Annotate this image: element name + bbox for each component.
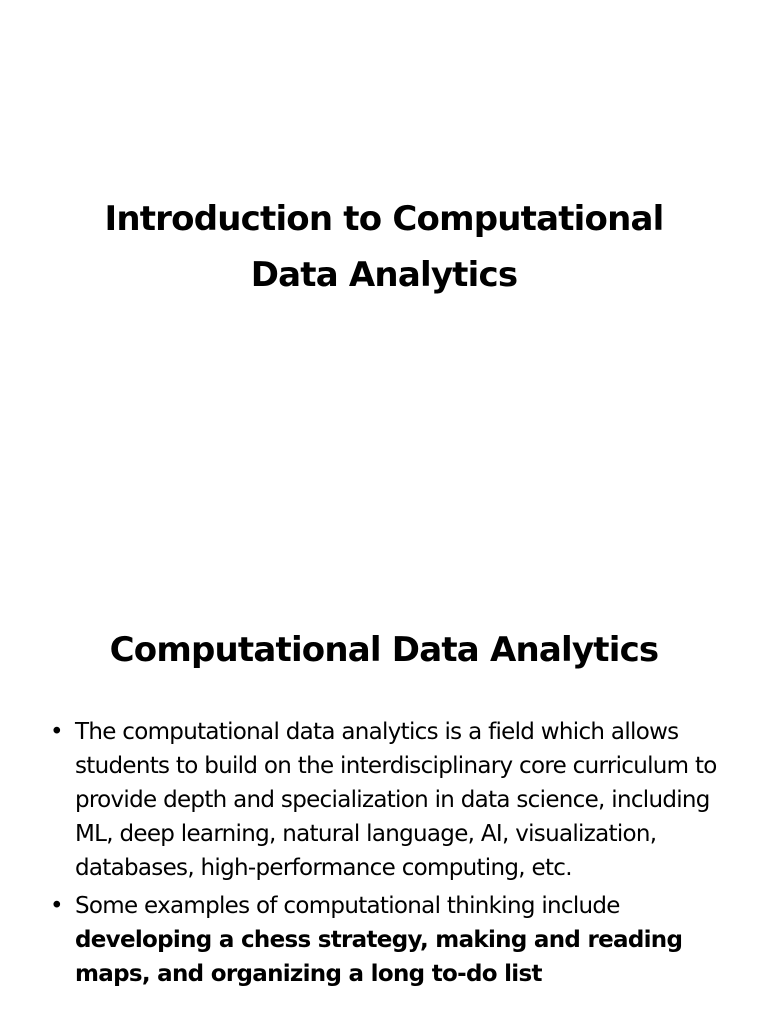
bullet-item-2: [48, 889, 738, 991]
bullet-marker: •: [50, 719, 63, 745]
bullet-text-1: The computational data analytics is a field which allows students to build on the interdisciplinary core curriculum to provide depth and specialization in data science, including ML, deep learning, natural language, AI, visualization, databases, high-performance computing, etc.: [75, 719, 717, 881]
bullet-text-2-bold: developing a chess strategy, making and reading maps, and organizing a long to-do list: [75, 927, 683, 987]
slide2-title: Computational Data Analytics: [109, 630, 659, 670]
slide1-title-line2: Data Analytics: [250, 255, 518, 295]
bullet-item-1: [48, 715, 738, 885]
bullet-text-2: Some examples of computational thinking include: [75, 893, 620, 919]
bullet-list: [48, 715, 738, 995]
slide1-title-line1: Introduction to Computational: [104, 199, 664, 239]
slide1-title: [0, 191, 768, 303]
bullet-marker: •: [50, 893, 63, 919]
